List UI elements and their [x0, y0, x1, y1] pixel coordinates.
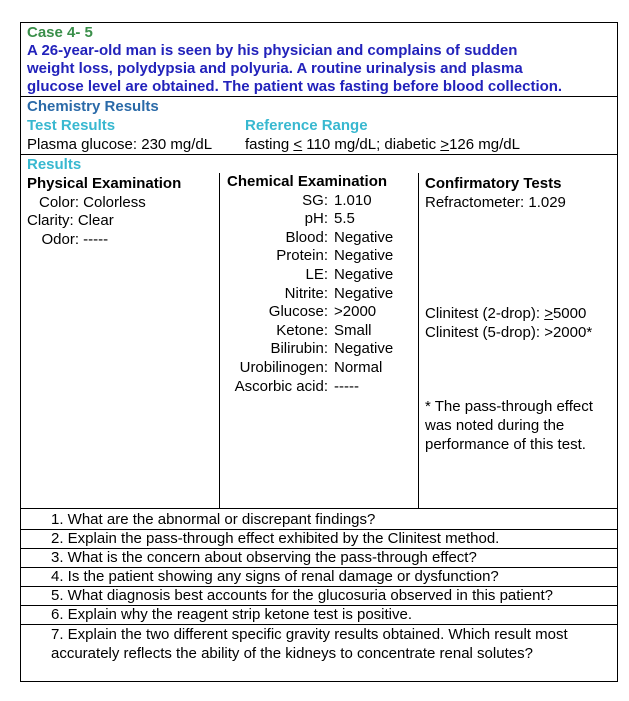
question-4: 4. Is the patient showing any signs of renal damage or dysfunction?: [51, 568, 499, 585]
divider-intro: [21, 96, 617, 97]
chemical-label: Glucose:: [268, 303, 328, 321]
question-5: 5. What diagnosis best accounts for the glucosuria observed in this patient?: [51, 587, 553, 604]
divider-chemistry: [21, 154, 617, 155]
clarity-value: Clear: [77, 212, 114, 230]
column-divider-1: [219, 173, 220, 508]
question-6: 6. Explain why the reagent strip ketone test is positive.: [51, 606, 413, 623]
chemical-label: Blood:: [285, 228, 328, 246]
results-heading: Results: [27, 156, 82, 173]
chemical-value: Normal: [334, 358, 383, 376]
chemical-row: [224, 378, 414, 397]
chemical-row: [224, 285, 414, 304]
question-7: 7. Explain the two different specific gravity results obtained. Which result most accurately reflects the ability of the kidneys to concentrate renal solutes?: [51, 626, 568, 662]
physical-exam-title: Physical Examination: [27, 175, 182, 192]
color-value: Colorless: [83, 193, 146, 211]
chemical-label: Ascorbic acid:: [234, 377, 328, 395]
refractometer-result: Refractometer: 1.029: [425, 193, 566, 211]
chemical-value: Negative: [334, 228, 394, 246]
physical-row: [27, 212, 215, 231]
chemical-value: Negative: [334, 265, 394, 283]
chemical-value: Small: [334, 321, 372, 339]
case-frame: [20, 22, 618, 682]
chemical-label: Urobilinogen:: [239, 358, 328, 376]
clarity-label: Clarity:: [27, 212, 74, 230]
chemical-label: LE:: [305, 265, 328, 283]
chemical-row: [224, 359, 414, 378]
chemical-row: [224, 247, 414, 266]
chemical-value: Negative: [334, 284, 394, 302]
clinitest-2-drop-result: Clinitest (2-drop): >5000: [425, 305, 587, 323]
plasma-glucose-result: Plasma glucose: 230 mg/dL: [27, 136, 213, 153]
chemical-row: [224, 229, 414, 248]
chemical-exam-column: [224, 173, 414, 396]
chemical-row: [224, 266, 414, 285]
chemical-label: Ketone:: [276, 321, 328, 339]
column-divider-2: [418, 173, 419, 508]
physical-exam-column: [27, 175, 215, 249]
pass-through-note-line-3: performance of this test.: [425, 435, 586, 453]
chemical-row: [224, 322, 414, 341]
physical-row: [27, 231, 215, 250]
color-label: Color:: [38, 193, 79, 211]
case-intro-line-2: weight loss, polydypsia and polyuria. A routine urinalysis and plasma: [27, 60, 523, 77]
chemical-label: Protein:: [276, 247, 328, 265]
odor-value: -----: [83, 230, 109, 248]
pass-through-note-line-2: was noted during the: [425, 416, 565, 434]
chemical-row: [224, 340, 414, 359]
case-intro-line-1: A 26-year-old man is seen by his physician and complains of sudden: [27, 42, 518, 59]
clinitest-5-drop-result: Clinitest (5-drop): >2000*: [425, 323, 593, 341]
chemical-value: -----: [334, 377, 359, 395]
chemical-value: Negative: [334, 247, 394, 265]
divider-results: [21, 508, 617, 509]
reference-range-header: Reference Range: [245, 117, 368, 134]
case-title: Case 4- 5: [27, 24, 93, 41]
chemical-row: [224, 210, 414, 229]
chemical-label: SG:: [302, 191, 328, 209]
chemical-value: Negative: [334, 340, 394, 358]
odor-label: Odor:: [41, 230, 79, 248]
chemical-label: pH:: [304, 210, 328, 228]
chemical-label: Bilirubin:: [270, 340, 328, 358]
physical-row: [27, 194, 215, 213]
chemistry-heading: Chemistry Results: [27, 98, 159, 115]
question-1: 1. What are the abnormal or discrepant findings?: [51, 511, 376, 528]
confirmatory-title: Confirmatory Tests: [425, 175, 562, 192]
chemical-exam-title: Chemical Examination: [227, 173, 388, 190]
confirmatory-tests-column: [425, 175, 615, 454]
chemical-row: [224, 303, 414, 322]
question-2: 2. Explain the pass-through effect exhibited by the Clinitest method.: [51, 530, 500, 547]
pass-through-note-line-1: * The pass-through effect: [425, 398, 593, 416]
chemical-label: Nitrite:: [284, 284, 328, 302]
chemical-value: 1.010: [334, 191, 372, 209]
question-3: 3. What is the concern about observing the pass-through effect?: [51, 549, 477, 566]
chemical-row: [224, 192, 414, 211]
chemical-value: >2000: [334, 303, 377, 321]
chemical-value: 5.5: [334, 210, 355, 228]
case-intro-line-3: glucose level are obtained. The patient was fasting before blood collection.: [27, 78, 563, 95]
reference-range-value: fasting < 110 mg/dL; diabetic >126 mg/dL: [245, 136, 520, 153]
test-results-header: Test Results: [27, 117, 116, 134]
